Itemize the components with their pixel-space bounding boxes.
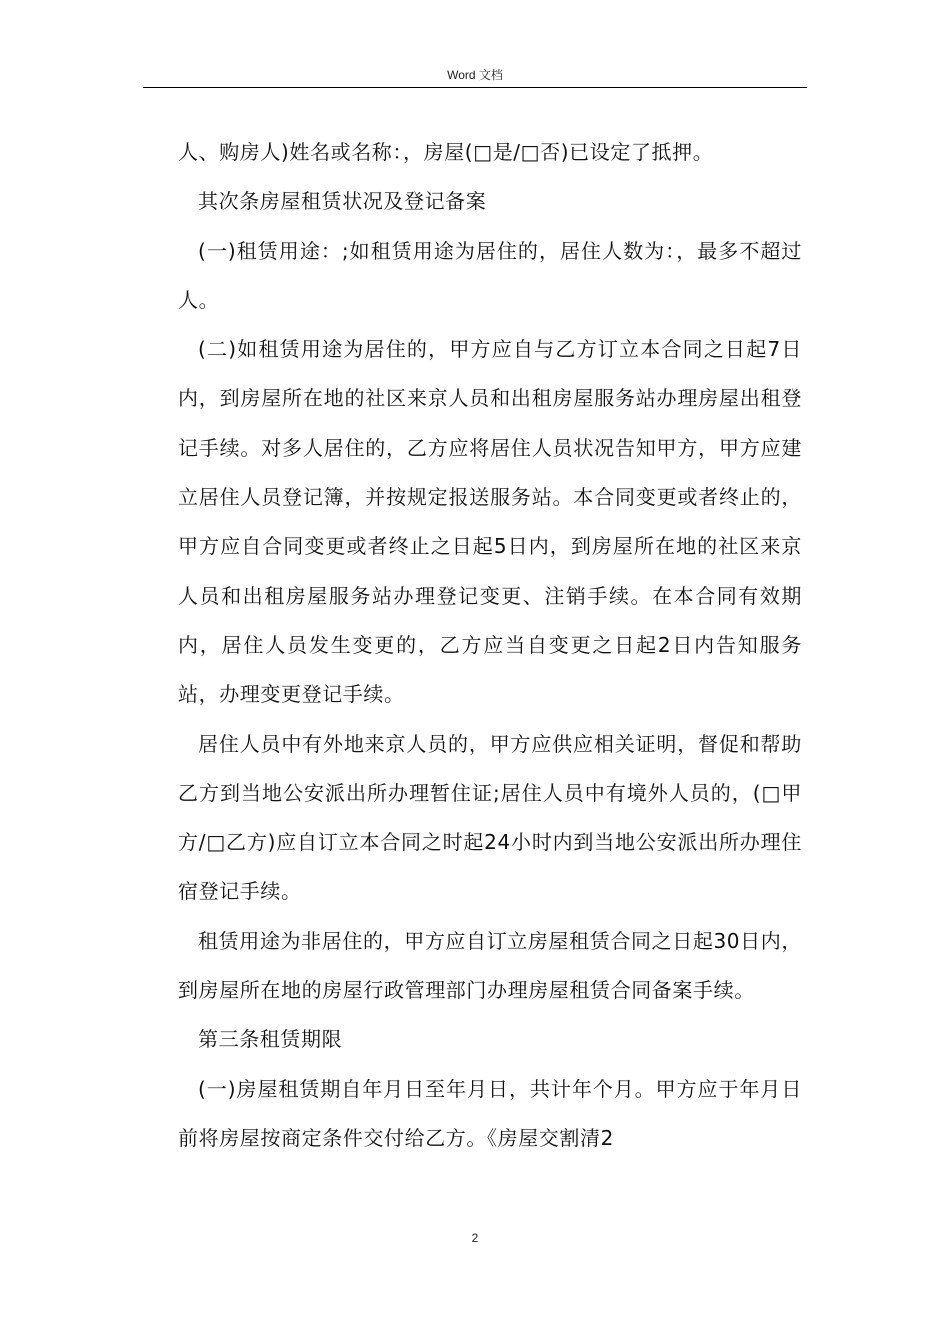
paragraph-residential-registration: (二)如租赁用途为居住的，甲方应自与乙方订立本合同之日起7日内，到房屋所在地的社区来京人员和出租房屋服务站办理房屋出租登记手续。对多人居住的，乙方应将居住人员状况告知甲方，甲方应建立居住人员登记簿，并按规定报送服务站。本合同变更或者终止的，甲方应自合同变更或者终止之日起5日内，到房屋所在地的社区来京人员和出租房屋服务站办理登记变更、注销手续。在本合同有效期内，居住人员发生变更的，乙方应当自变更之日起2日内告知服务站，办理变更登记手续。	[178, 337, 802, 707]
document-body	[178, 128, 802, 1163]
paragraph-article-2-heading: 其次条房屋租赁状况及登记备案	[198, 189, 487, 214]
header-divider	[143, 87, 807, 88]
page-number: 2	[471, 1231, 479, 1245]
paragraph-article-3-heading: 第三条租赁期限	[198, 1027, 343, 1052]
paragraph-lease-term: (一)房屋租赁期自年月日至年月日，共计年个月。甲方应于年月日前将房屋按商定条件交付给乙方。《房屋交割清2	[178, 1076, 802, 1150]
paragraph-rental-use: (一)租赁用途：;如租赁用途为居住的，居住人数为：，最多不超过人。	[178, 238, 802, 312]
page-header-title: Word 文档	[447, 68, 503, 82]
paragraph-nonresidential-filing: 租赁用途为非居住的，甲方应自订立房屋租赁合同之日起30日内，到房屋所在地的房屋行政管理部门办理房屋租赁合同备案手续。	[178, 928, 802, 1003]
paragraph-continuation: 人、购房人)姓名或名称：，房屋(□是/□否)已设定了抵押。	[178, 140, 714, 164]
paragraph-nonlocal-residents: 居住人员中有外地来京人员的，甲方应供应相关证明，督促和帮助乙方到当地公安派出所办理暂住证;居住人员中有境外人员的，(□甲方/□乙方)应自订立本合同之时起24小时内到当地公安派出所办理住宿登记手续。	[178, 731, 802, 904]
